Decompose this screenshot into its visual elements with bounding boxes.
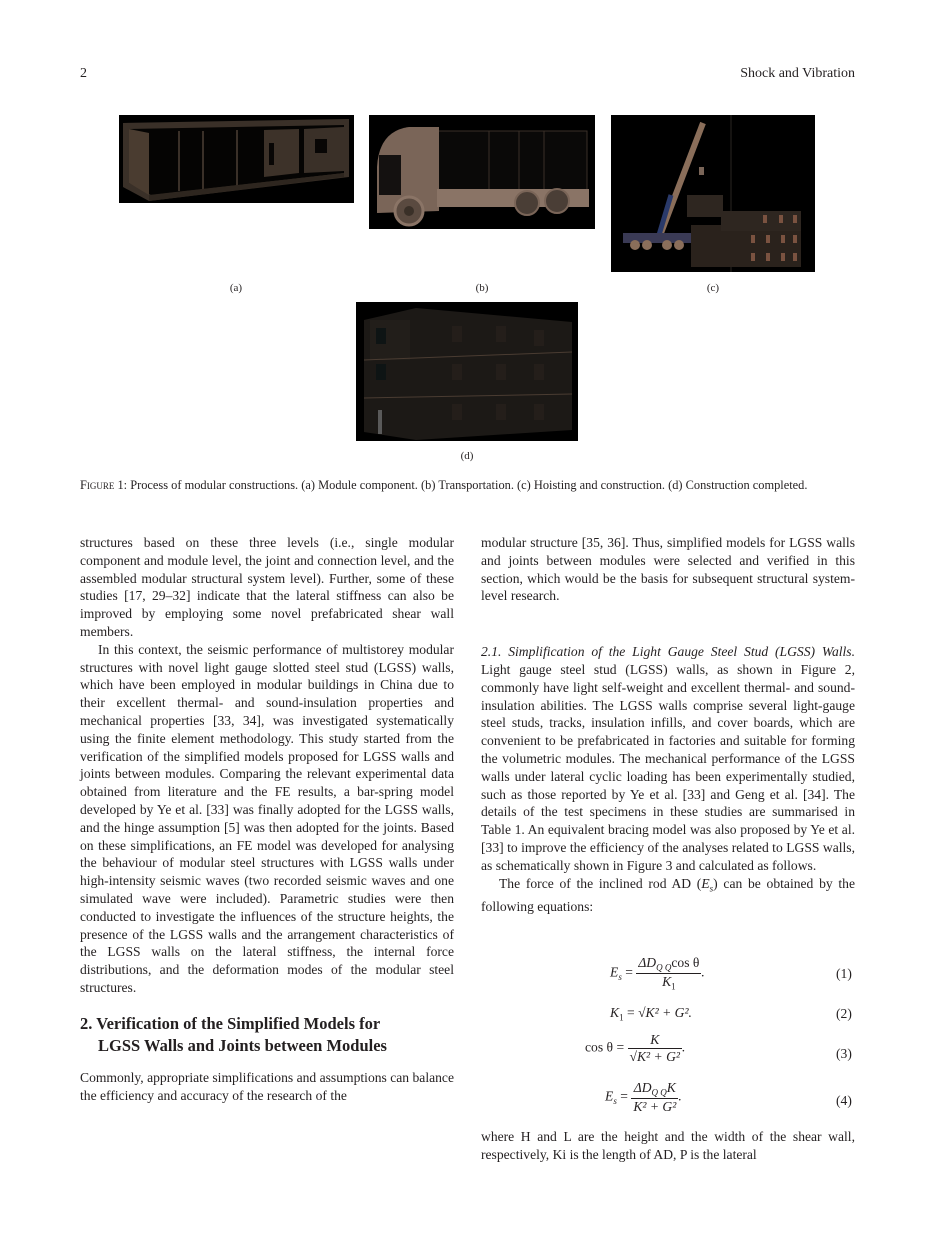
figure-caption-label: Figure 1: (80, 478, 128, 492)
panel-label-c: (c) (706, 282, 720, 294)
truck-render-icon (369, 115, 595, 229)
eq-numerator: ΔD (638, 955, 657, 970)
section-heading (80, 1013, 454, 1057)
body-paragraph: structures based on these three levels (i.e., single modular component and module level, the joint and connection level, and the assembled modular structural system level). Further, some of these studies [17, 29–32] indicate that the lateral stiffness can also be improved by employing some novel prefabricated shear wall members. (80, 535, 454, 639)
body-paragraph (481, 875, 855, 916)
fraction (628, 1032, 682, 1065)
page-number: 2 (80, 66, 87, 81)
figure-panel-b (369, 115, 595, 229)
eq-num-sub: Q Q (656, 962, 672, 973)
section-title-line1: Verification of the Simplified Models for (96, 1013, 381, 1033)
eq-den-sub: 1 (671, 981, 676, 992)
eq-lhs-sub: s (613, 1096, 617, 1107)
figure-panel-a (119, 115, 354, 203)
body-paragraph: Commonly, appropriate simplifications and assumptions can balance the efficiency and accuracy of the research of the (80, 1069, 454, 1103)
fraction (636, 955, 701, 991)
equation-number-4: (4) (836, 1093, 852, 1108)
eq-lhs-sub: 1 (619, 1012, 624, 1023)
body-text: ) can be obtained by the following equations: (481, 875, 855, 915)
eq-num-sub: Q Q (651, 1087, 667, 1098)
eq-lhs: cos θ (585, 1039, 614, 1055)
equation-number-1: (1) (836, 966, 852, 981)
figure-caption (80, 477, 856, 494)
section-title-line2: LGSS Walls and Joints between Modules (98, 1035, 387, 1055)
body-paragraph: where H and L are the height and the width of the shear wall, respectively, Ki is the length of AD, P is the lateral (481, 1129, 855, 1162)
fraction (631, 1080, 678, 1115)
equation-number-3: (3) (836, 1046, 852, 1061)
panel-label-d: (d) (460, 450, 474, 462)
eq-denominator: K (662, 973, 672, 989)
eq-num-tail: K (666, 1080, 676, 1095)
body-paragraph: In this context, the seismic performance of multistorey modular structures with novel light gauge slotted steel stud (LGSS) walls, which have been employed in modular buildings in China due to their excellent thermal- and sound-insulation properties and mechanical properties [33, 34], was investigated systematically using the finite element methodology. This study started from the verification of the simplified models proposed for LGSS walls and joints between modules. Comparing the relevant experimental data obtained from literature and the FE results, a bar-spring model developed by Ye et al. [33] was finally adopted for the LGSS walls, and the hinge assumption [5] was then adopted for the joints. Based on these simplifications, an FE model was developed for analysing the behaviour of modular steel structures with LGSS walls under high-intensity seismic waves (two recorded seismic waves and one simulated wave were included). Parametric studies were then conducted to investigate the influences of the structure heights, the presence of the LGSS walls and the arrangement characteristics of the LGSS walls on the lateral stiffness, the internal force distributions, and the deformation modes of the modular steel structures. (80, 641, 454, 995)
eq-lhs-sub: s (618, 972, 622, 983)
equation-1: $E_s$ = $\frac{\Delta D_{Q Q}\cos \theta}{K_1}$ . (610, 955, 705, 992)
building-render-icon (356, 302, 578, 441)
right-column-continued (481, 1128, 855, 1164)
variable-subscript: s (709, 883, 714, 894)
crane-render-icon (611, 115, 815, 272)
eq-numerator: K (628, 1032, 682, 1049)
equation-2: $K_1 = √K^2 + G^2$. (610, 1005, 692, 1023)
eq-lhs: E (605, 1088, 614, 1104)
body-paragraph: modular structure [35, 36]. Thus, simplified models for LGSS walls and joints between modules were selected and verified in this section, which would be the basis for subsequent structural system-level research. (481, 535, 855, 604)
section-number: 2. (80, 1013, 93, 1033)
body-text: The force of the inclined rod AD ( (499, 875, 702, 891)
equation-number-2: (2) (836, 1006, 852, 1021)
eq-lhs: E (610, 964, 619, 980)
eq-lhs: K (610, 1005, 620, 1020)
variable: E (701, 875, 710, 891)
figure-panel-d (356, 302, 578, 441)
journal-name: Shock and Vibration (740, 66, 855, 81)
equation-4: $E_s$ = $\frac{\Delta D_{Q Q}K}{\text{K² + G²}}$ . (605, 1080, 682, 1114)
eq-numerator: ΔD (633, 1080, 652, 1095)
figure-caption-text: Process of modular constructions. (a) Module component. (b) Transportation. (c) Hoisting and construction. (d) Construction completed. (127, 478, 808, 492)
eq-denominator: K² + G² (633, 1098, 677, 1114)
right-column (481, 534, 855, 916)
body-text: Light gauge steel stud (LGSS) walls, as shown in Figure 2, commonly have light self-weight and excellent thermal- and sound-insulation abilities. The LGSS walls comprise several light-gauge steel studs, tracks, insulation infills, and cover boards, which are convenient to be prefabricated in factories and suitable for forming the volumetric modules. The mechanical performance of the LGSS walls under lateral cyclic loading has been experimentally studied, such as those reported by Ye et al. [33] and Geng et al. [34]. The details of the test specimens in these studies are summarised in Table 1. An equivalent bracing model was also proposed by Ye et al. [33] to improve the efficiency of the analyses related to LGSS walls, as schematically shown in Figure 3 and calculated as follows. (481, 661, 855, 873)
figure-panel-c (611, 115, 815, 272)
panel-label-a: (a) (229, 282, 243, 294)
eq-rhs: √K² + G². (638, 1005, 692, 1020)
eq-num-tail: cos θ (671, 955, 700, 970)
subsection-paragraph (481, 643, 855, 874)
module-render-icon (119, 115, 354, 203)
subsection-heading: 2.1. Simplification of the Light Gauge Steel Stud (LGSS) Walls. (481, 644, 855, 660)
eq-denominator: √K² + G² (629, 1049, 680, 1064)
left-column (80, 534, 454, 1104)
equation-3: cos θ = $\frac{K}{\text{√K² + G²}}$ . (585, 1032, 686, 1064)
panel-label-b: (b) (475, 282, 489, 294)
